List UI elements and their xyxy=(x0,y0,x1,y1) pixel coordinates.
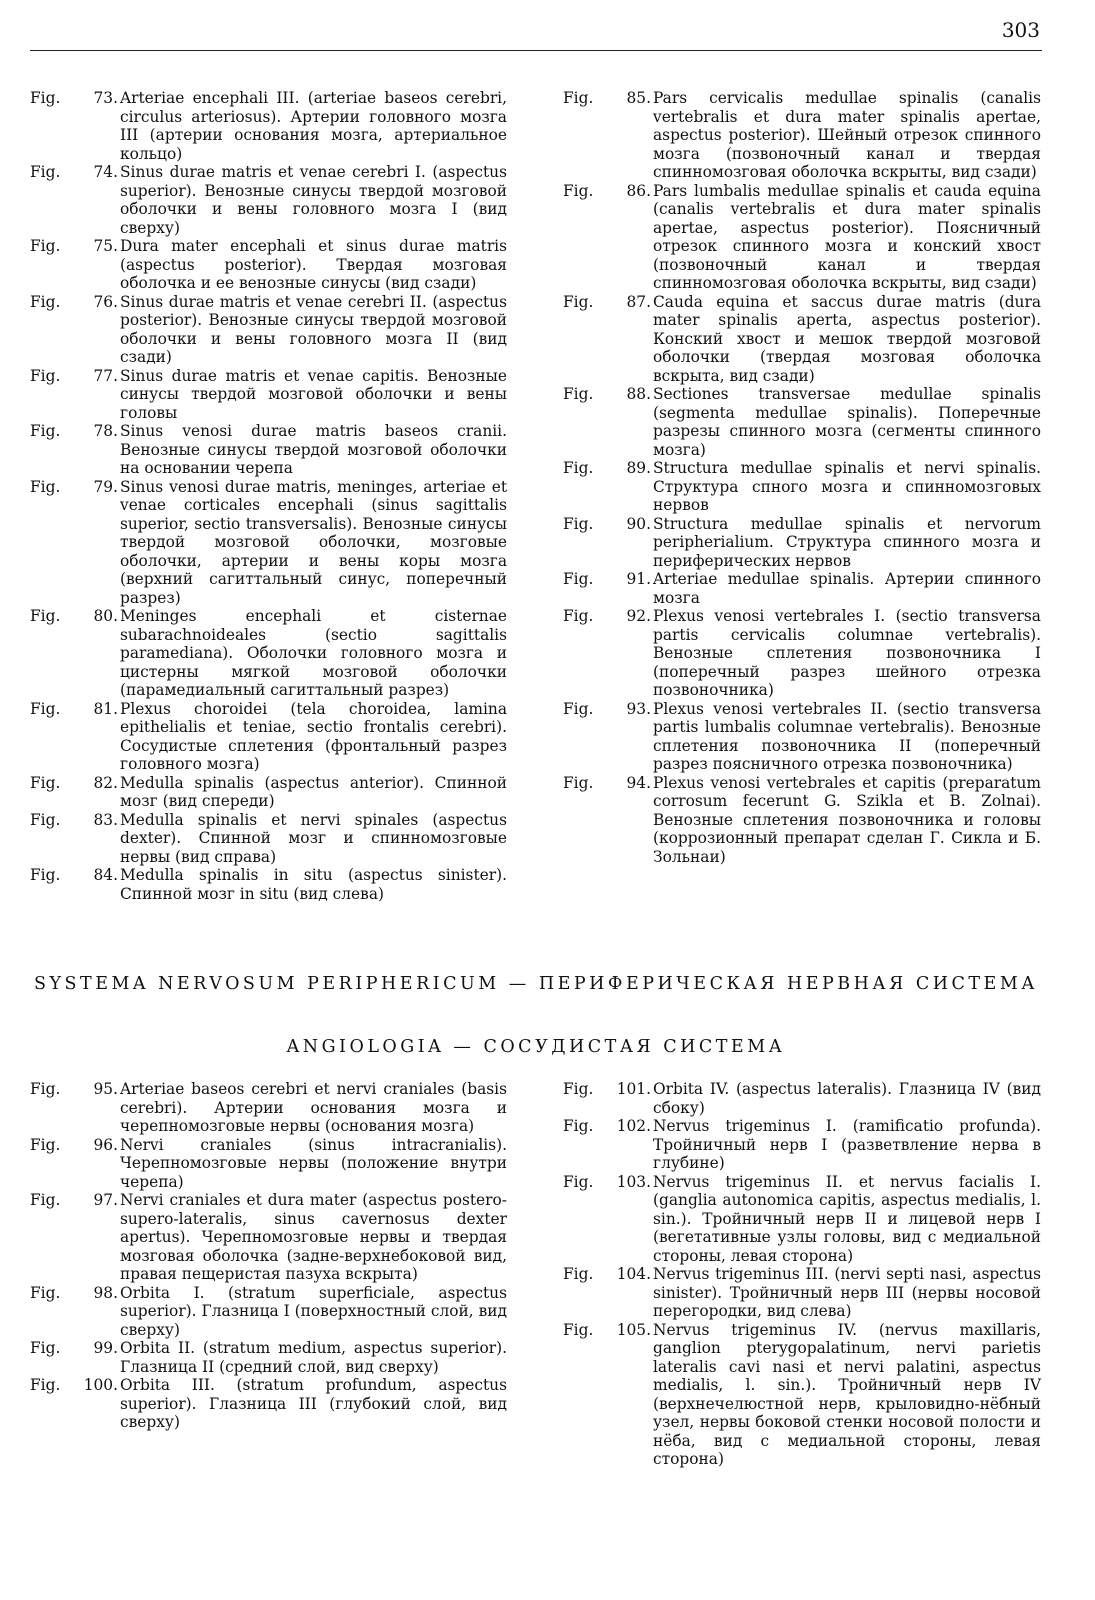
figure-caption-entry xyxy=(563,1117,1041,1173)
figure-caption-text: Orbita III. (stratum profundum, aspectus superior). Глазница III (глубокий слой, вид сверху) xyxy=(120,1376,507,1431)
figure-number: 80. xyxy=(93,607,118,625)
figure-label: Fig. xyxy=(563,459,594,477)
figure-number: 94. xyxy=(626,773,651,792)
figure-caption-entry xyxy=(563,385,1041,459)
figure-label: Fig. xyxy=(563,1117,594,1135)
figure-caption-entry xyxy=(30,866,507,903)
figure-caption-text: Plexus venosi vertebrales II. (sectio transversa partis lumbalis columnae vertebralis). Венозные сплетения позвоночника II (поперечный разрез поясничного отрезка позвоночника) xyxy=(653,699,1041,773)
figure-caption-text: Arteriae baseos cerebri et nervi craniales (basis cerebri). Артерии основания мозга и черепномозговые нервы (основания мозга) xyxy=(120,1080,507,1135)
figure-caption-entry xyxy=(563,293,1041,386)
figure-caption-entry xyxy=(30,422,507,478)
figure-label: Fig. xyxy=(30,1339,61,1357)
figure-number: 75. xyxy=(93,237,118,255)
figure-number: 92. xyxy=(626,607,651,625)
header-rule xyxy=(30,50,1042,51)
figure-number: 97. xyxy=(93,1191,118,1209)
figure-caption-entry xyxy=(563,700,1041,774)
figure-number: 101. xyxy=(616,1080,651,1098)
figure-number: 85. xyxy=(626,89,651,107)
figure-caption-entry xyxy=(30,1191,507,1284)
figure-label: Fig. xyxy=(563,1080,594,1098)
figure-caption-text: Structura medullae spinalis et nervorum peripherialium. Структура спинного мозга и периферических нервов xyxy=(653,514,1041,570)
figure-caption-entry xyxy=(30,607,507,700)
figure-caption-text: Plexus venosi vertebrales et capitis (preparatum corrosum fecerunt G. Szikla et B. Zolnai). Венозные сплетения позвоночника и головы (коррозионный препарат сделан Г. Сикла и Б. Зольнаи) xyxy=(653,773,1041,866)
figure-number: 73. xyxy=(93,89,118,107)
figure-caption-text: Orbita IV. (aspectus lateralis). Глазница IV (вид сбоку) xyxy=(653,1080,1041,1117)
figure-caption-entry xyxy=(30,774,507,811)
figure-caption-text: Cauda equina et saccus durae matris (dura mater spinalis aperta, aspectus posterior). Конский хвост и мешок твердой мозговой оболочки (твердая мозговая оболочка вскрыта, вид сзади) xyxy=(653,292,1041,385)
figure-caption-entry xyxy=(563,1080,1041,1117)
figure-label: Fig. xyxy=(30,292,61,311)
figure-caption-entry xyxy=(30,367,507,423)
figure-label: Fig. xyxy=(30,773,61,792)
figure-label: Fig. xyxy=(563,607,594,625)
figure-number: 86. xyxy=(626,181,651,200)
figure-label: Fig. xyxy=(30,607,61,625)
figure-caption-entry xyxy=(563,607,1041,700)
figure-caption-entry xyxy=(563,182,1041,293)
figure-label: Fig. xyxy=(563,385,594,403)
figure-caption-text: Medulla spinalis in situ (aspectus sinister). Спинной мозг in situ (вид слева) xyxy=(120,866,507,903)
figure-number: 78. xyxy=(93,422,118,440)
figure-number: 74. xyxy=(93,163,118,181)
figure-caption-entry xyxy=(563,1321,1041,1469)
figure-caption-text: Pars cervicalis medullae spinalis (canalis vertebralis et dura mater spinalis apertae, aspectus posterior). Шейный отрезок спинного мозга (позвоночный канал и твердая спинномозговая оболочка вскрыты, вид сзади) xyxy=(653,89,1041,181)
figure-caption-entry xyxy=(563,515,1041,571)
figure-label: Fig. xyxy=(30,1135,61,1154)
figure-caption-entry xyxy=(563,1173,1041,1266)
figure-caption-text: Nervus trigeminus II. et nervus facialis I. (ganglia autonomica capitis, aspectus medialis, l. sin.). Тройничный нерв II и лицевой нерв I (вегетативные узлы головы, вид с медиальной стороны, левая сторона) xyxy=(653,1172,1041,1265)
figure-caption-text: Sinus durae matris et venae cerebri I. (aspectus superior). Венозные синусы твердой мозговой оболочки и вены головного мозга I (вид сверху) xyxy=(120,163,507,237)
figure-caption-text: Nervus trigeminus I. (ramificatio profunda). Тройничный нерв I (разветвление нерва в глубине) xyxy=(653,1117,1041,1172)
figure-number: 104. xyxy=(616,1265,651,1283)
figure-label: Fig. xyxy=(30,366,61,385)
figure-label: Fig. xyxy=(563,570,594,588)
figure-number: 102. xyxy=(616,1117,651,1135)
figure-number: 76. xyxy=(93,292,118,311)
figure-caption-text: Dura mater encephali et sinus durae matris (aspectus posterior). Твердая мозговая оболочка и ее венозные синусы (вид сзади) xyxy=(120,237,507,292)
figure-label: Fig. xyxy=(563,181,594,200)
figure-caption-text: Medulla spinalis et nervi spinales (aspectus dexter). Спинной мозг и спинномозговые нервы (вид справа) xyxy=(120,810,507,866)
figure-number: 79. xyxy=(93,477,118,496)
figure-label: Fig. xyxy=(563,773,594,792)
figure-caption-entry xyxy=(30,1080,507,1136)
figure-number: 87. xyxy=(626,292,651,311)
figure-number: 88. xyxy=(626,385,651,403)
figure-label: Fig. xyxy=(30,1191,61,1209)
figure-caption-text: Sinus durae matris et venae cerebri II. (aspectus posterior). Венозные синусы твердой мозговой оболочки и вены головного мозга II (вид сзади) xyxy=(120,292,507,366)
figure-caption-text: Sinus venosi durae matris, meninges, arteriae et venae corticales encephali (sinus sagittalis superior, sectio transversalis). Венозные синусы твердой мозговой оболочки, мозговые оболочки, артерии и вены коры мозга (верхний сагиттальный синус, поперечный разрез) xyxy=(120,477,507,607)
figure-number: 84. xyxy=(93,866,118,884)
figure-number: 77. xyxy=(93,366,118,385)
figure-caption-entry xyxy=(30,89,507,163)
figure-number: 99. xyxy=(93,1339,118,1357)
figure-list-bottom-left xyxy=(30,1080,507,1432)
figure-caption-text: Meninges encephali et cisternae subarachnoideales (sectio sagittalis paramediana). Оболочки головного мозга и цистерны мягкой мозговой оболочки (парамедиальный сагиттальный разрез) xyxy=(120,607,507,699)
figure-number: 98. xyxy=(93,1283,118,1302)
figure-caption-text: Pars lumbalis medullae spinalis et cauda equina (canalis vertebralis et dura mater spinalis apertae, aspectus posterior). Поясничный отрезок спинного мозга и конский хвост (позвоночный канал и твердая спинномозговая оболочка вскрыты, вид сзади) xyxy=(653,181,1041,292)
figure-label: Fig. xyxy=(30,237,61,255)
figure-caption-text: Medulla spinalis (aspectus anterior). Спинной мозг (вид спереди) xyxy=(120,773,507,810)
figure-label: Fig. xyxy=(30,1283,61,1302)
figure-caption-entry xyxy=(563,89,1041,182)
figure-list-top-right xyxy=(563,89,1041,866)
figure-label: Fig. xyxy=(30,699,61,718)
figure-label: Fig. xyxy=(30,163,61,181)
figure-caption-entry xyxy=(30,1376,507,1432)
figure-label: Fig. xyxy=(30,477,61,496)
figure-label: Fig. xyxy=(563,1320,594,1339)
figure-caption-entry xyxy=(563,1265,1041,1321)
figure-number: 89. xyxy=(626,459,651,477)
figure-caption-entry xyxy=(30,163,507,237)
figure-number: 81. xyxy=(93,699,118,718)
figure-label: Fig. xyxy=(30,810,61,829)
figure-caption-text: Nervus trigeminus III. (nervi septi nasi, aspectus sinister). Тройничный нерв III (нервы носовой перегородки, вид слева) xyxy=(653,1265,1041,1320)
figure-label: Fig. xyxy=(30,422,61,440)
figure-caption-entry xyxy=(30,237,507,293)
figure-caption-text: Arteriae encephali III. (arteriae baseos cerebri, circulus arteriosus). Артерии головного мозга III (артерии основания мозга, артериальное кольцо) xyxy=(120,89,507,163)
figure-label: Fig. xyxy=(563,292,594,311)
figure-number: 91. xyxy=(626,570,651,588)
section-heading-peripheral-nervous-system: SYSTEMA NERVOSUM PERIPHERICUM — ПЕРИФЕРИЧЕСКАЯ НЕРВНАЯ СИСТЕМА xyxy=(34,974,1038,994)
page-number: 303 xyxy=(1001,18,1040,42)
figure-number: 82. xyxy=(93,773,118,792)
figure-caption-entry xyxy=(30,478,507,608)
figure-caption-text: Orbita I. (stratum superficiale, aspectus superior). Глазница I (поверхностный слой, вид сверху) xyxy=(120,1283,507,1339)
figure-caption-entry xyxy=(30,1136,507,1192)
figure-caption-text: Nervi craniales (sinus intracranialis). Черепномозговые нервы (положение внутри черепа) xyxy=(120,1135,507,1191)
figure-caption-text: Sinus venosi durae matris baseos cranii. Венозные синусы твердой мозговой оболочки на основании черепа xyxy=(120,422,507,477)
figure-list-top-left xyxy=(30,89,507,903)
figure-number: 105. xyxy=(616,1320,651,1339)
figure-caption-text: Nervus trigeminus IV. (nervus maxillaris, ganglion pterygopalatinum, nervi parietis lateralis cavi nasi et nervi palatini, aspectus medialis, l. sin.). Тройничный нерв IV (верхнечелюстной нерв, крыловидно-нёбный узел, нервы боковой стенки носовой полости и нёба, вид с медиальной стороны, левая сторона) xyxy=(653,1320,1041,1468)
figure-number: 100. xyxy=(83,1376,118,1394)
figure-label: Fig. xyxy=(563,89,594,107)
figure-caption-entry xyxy=(563,774,1041,867)
figure-caption-entry xyxy=(563,459,1041,515)
figure-number: 83. xyxy=(93,810,118,829)
figure-caption-text: Structura medullae spinalis et nervi spinalis. Структура спного мозга и спинномозговых нервов xyxy=(653,459,1041,514)
figure-label: Fig. xyxy=(563,514,594,533)
figure-caption-text: Plexus venosi vertebrales I. (sectio transversa partis cervicalis columnae vertebralis). Венозные сплетения позвоночника I (поперечный разрез шейного отрезка позвоночника) xyxy=(653,607,1041,699)
figure-caption-entry xyxy=(30,700,507,774)
figure-number: 90. xyxy=(626,514,651,533)
figure-label: Fig. xyxy=(30,1080,61,1098)
figure-label: Fig. xyxy=(30,866,61,884)
figure-caption-text: Sectiones transversae medullae spinalis (segmenta medullae spinalis). Поперечные разрезы спинного мозга (сегменты спинного мозга) xyxy=(653,385,1041,459)
figure-caption-entry xyxy=(30,1284,507,1340)
figure-label: Fig. xyxy=(30,89,61,107)
figure-label: Fig. xyxy=(30,1376,61,1394)
section-heading-angiology: ANGIOLOGIA — СОСУДИСТАЯ СИСТЕМА xyxy=(286,1037,786,1057)
figure-caption-text: Sinus durae matris et venae capitis. Венозные синусы твердой мозговой оболочки и вены головы xyxy=(120,366,507,422)
figure-caption-text: Arteriae medullae spinalis. Артерии спинного мозга xyxy=(653,570,1041,607)
figure-caption-text: Orbita II. (stratum medium, aspectus superior). Глазница II (средний слой, вид сверху) xyxy=(120,1339,507,1376)
figure-number: 96. xyxy=(93,1135,118,1154)
figure-number: 93. xyxy=(626,699,651,718)
figure-caption-text: Nervi craniales et dura mater (aspectus postero-supero-lateralis, sinus cavernosus dexter apertus). Черепномозговые нервы и твердая мозговая оболочка (задне-верхнебоковой вид, правая пещеристая пазуха вскрыта) xyxy=(120,1191,507,1283)
figure-caption-entry xyxy=(30,293,507,367)
figure-list-bottom-right xyxy=(563,1080,1041,1469)
figure-number: 103. xyxy=(616,1172,651,1191)
figure-number: 95. xyxy=(93,1080,118,1098)
figure-caption-entry xyxy=(563,570,1041,607)
figure-label: Fig. xyxy=(563,699,594,718)
figure-caption-entry xyxy=(30,1339,507,1376)
figure-caption-entry xyxy=(30,811,507,867)
figure-label: Fig. xyxy=(563,1172,594,1191)
figure-label: Fig. xyxy=(563,1265,594,1283)
figure-caption-text: Plexus choroidei (tela choroidea, lamina epithelialis et teniae, sectio frontalis cerebri). Сосудистые сплетения (фронтальный разрез головного мозга) xyxy=(120,699,507,773)
